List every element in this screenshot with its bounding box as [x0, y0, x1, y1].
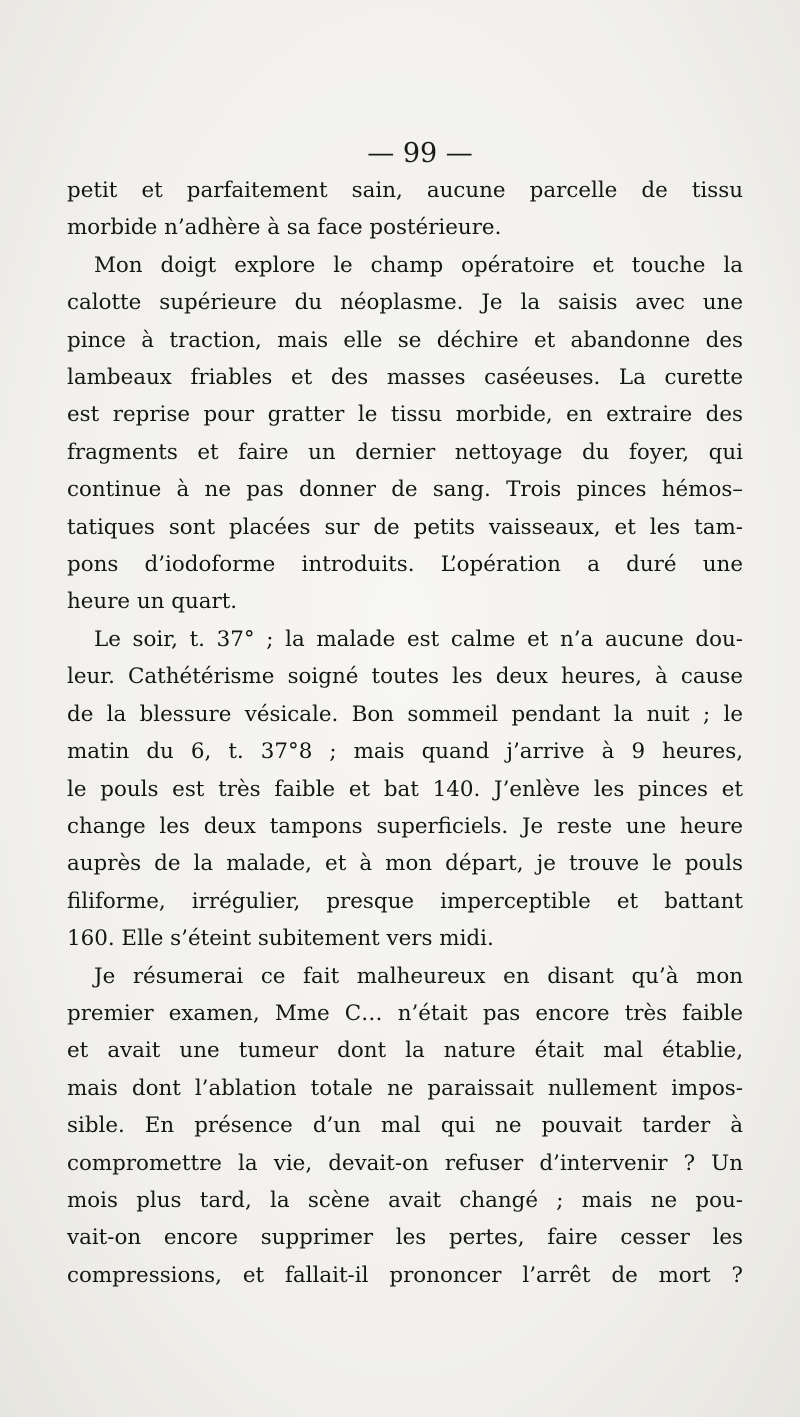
- text-line: petit et parfaitement sain, aucune parcelle de tissu: [67, 178, 743, 203]
- text-line: Le soir, t. 37° ; la malade est calme et n’a aucune dou-: [94, 626, 743, 652]
- text-line: continue à ne pas donner de sang. Trois pinces hémos–: [67, 477, 743, 503]
- text-line: fragments et faire un dernier nettoyage du foyer, qui: [67, 439, 743, 465]
- text-line: mois plus tard, la scène avait changé ; mais ne pou-: [67, 1187, 743, 1213]
- text-line: pons d’iodoforme introduits. L’opération a duré une: [67, 552, 743, 578]
- text-line: auprès de la malade, et à mon départ, je trouve le pouls: [67, 851, 743, 877]
- text-line: mais dont l’ablation totale ne paraissait nullement impos-: [67, 1075, 743, 1101]
- text-line: Je résumerai ce fait malheureux en disant qu’à mon: [94, 963, 743, 989]
- text-line: sible. En présence d’un mal qui ne pouvait tarder à: [67, 1113, 743, 1139]
- text-line: change les deux tampons superficiels. Je reste une heure: [67, 813, 743, 839]
- text-line: compromettre la vie, devait-on refuser d’intervenir ? Un: [67, 1150, 743, 1176]
- text-line: est reprise pour gratter le tissu morbide, en extraire des: [67, 402, 743, 428]
- text-line: compressions, et fallait-il prononcer l’arrêt de mort ?: [67, 1262, 743, 1288]
- text-line: leur. Cathétérisme soigné toutes les deux heures, à cause: [67, 664, 743, 690]
- text-line: et avait une tumeur dont la nature était mal établie,: [67, 1038, 743, 1064]
- text-line: filiforme, irrégulier, presque imperceptible et battant: [67, 888, 743, 914]
- text-line: vait-on encore supprimer les pertes, faire cesser les: [67, 1225, 743, 1251]
- text-line: Mon doigt explore le champ opératoire et touche la: [94, 252, 743, 278]
- text-line: calotte supérieure du néoplasme. Je la saisis avec une: [67, 290, 743, 316]
- page-number: — 99 —: [367, 138, 473, 169]
- text-line: morbide n’adhère à sa face postérieure.: [67, 215, 502, 241]
- body-text: [67, 172, 743, 1294]
- text-line: le pouls est très faible et bat 140. J’enlève les pinces et: [67, 776, 743, 802]
- text-line: premier examen, Mme C… n’était pas encore très faible: [67, 1000, 743, 1026]
- text-line: lambeaux friables et des masses caséeuses. La curette: [67, 365, 743, 391]
- text-line: heure un quart.: [67, 589, 238, 615]
- text-line: 160. Elle s’éteint subitement vers midi.: [67, 926, 494, 952]
- text-line: de la blessure vésicale. Bon sommeil pendant la nuit ; le: [67, 701, 743, 727]
- text-line: pince à traction, mais elle se déchire et abandonne des: [67, 327, 743, 353]
- text-line: tatiques sont placées sur de petits vaisseaux, et les tam-: [67, 514, 743, 540]
- text-line: matin du 6, t. 37°8 ; mais quand j’arrive à 9 heures,: [67, 739, 743, 765]
